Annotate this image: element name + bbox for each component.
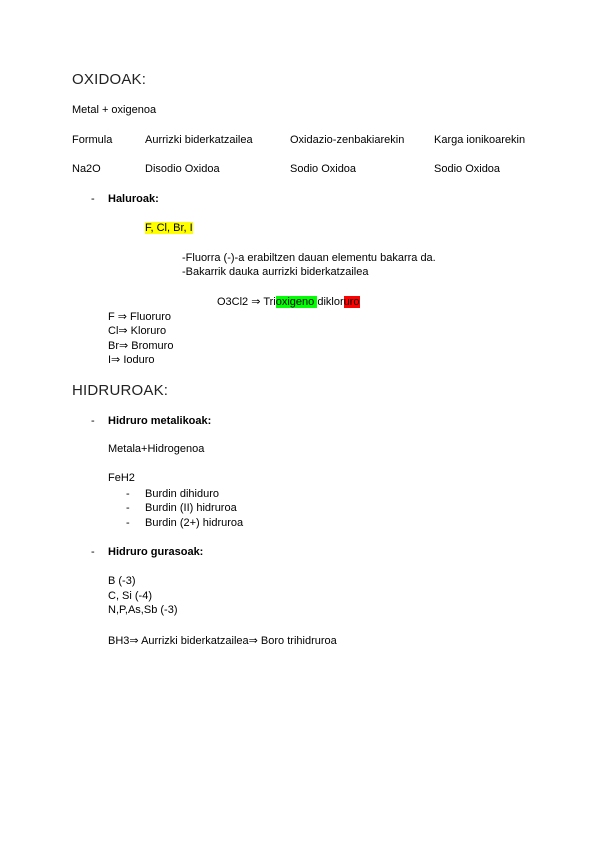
table-header-formula: Formula [72, 134, 113, 146]
list-item: C, Si (-4) [108, 590, 152, 602]
example-formula: O3Cl2 ⇒ [217, 296, 264, 308]
metallic-hydrides-heading: Hidruro metalikoak: [108, 415, 212, 427]
haluroak-note: -Fluorra (-)-a erabiltzen dauan elementu bakarra da. [182, 252, 436, 264]
haluroak-note: -Bakarrik dauka aurrizki biderkatzailea [182, 266, 369, 278]
table-header-oxidation: Oxidazio-zenbakiarekin [290, 134, 405, 146]
oxides-title: OXIDOAK: [72, 71, 147, 88]
halogen-elements [145, 222, 193, 234]
list-item: Br⇒ Bromuro [108, 340, 174, 352]
hydrides-title: HIDRUROAK: [72, 382, 169, 399]
table-cell: Disodio Oxidoa [145, 163, 220, 175]
example-dichlor: diklor [317, 296, 344, 308]
list-item: N,P,As,Sb (-3) [108, 604, 178, 616]
list-bullet: - [91, 193, 95, 205]
table-cell: Na2O [72, 163, 101, 175]
list-item: F ⇒ Fluoruro [108, 311, 172, 323]
example-prefix: Tri [263, 296, 276, 308]
table-header-ionic: Karga ionikoarekin [434, 134, 526, 146]
list-bullet: - [126, 488, 130, 500]
naming-example [217, 295, 360, 308]
list-item: Cl⇒ Kloruro [108, 325, 167, 337]
halogen-elements-text: F, Cl, Br, I [145, 222, 193, 234]
haluroak-heading: Haluroak: [108, 193, 159, 205]
list-item: B (-3) [108, 575, 136, 587]
table-cell: Sodio Oxidoa [434, 163, 501, 175]
example-oxygen: oxigeno [275, 296, 318, 308]
metallic-formula-line: Metala+Hidrogenoa [108, 443, 205, 455]
parent-example: BH3⇒ Aurrizki biderkatzailea⇒ Boro trihidruroa [108, 635, 337, 647]
list-item: Burdin (2+) hidruroa [145, 517, 244, 529]
table-header-prefix: Aurrizki biderkatzailea [145, 134, 253, 146]
list-bullet: - [126, 517, 130, 529]
example-suffix: uro [343, 296, 360, 308]
list-item: I⇒ Ioduro [108, 354, 155, 366]
metallic-example: FeH2 [108, 472, 135, 484]
list-bullet: - [91, 415, 95, 427]
parent-hydrides-heading: Hidruro gurasoak: [108, 546, 204, 558]
list-item: Burdin (II) hidruroa [145, 502, 237, 514]
table-cell: Sodio Oxidoa [290, 163, 357, 175]
oxides-subtitle: Metal + oxigenoa [72, 104, 157, 116]
list-item: Burdin dihiduro [145, 488, 219, 500]
list-bullet: - [91, 546, 95, 558]
list-bullet: - [126, 502, 130, 514]
